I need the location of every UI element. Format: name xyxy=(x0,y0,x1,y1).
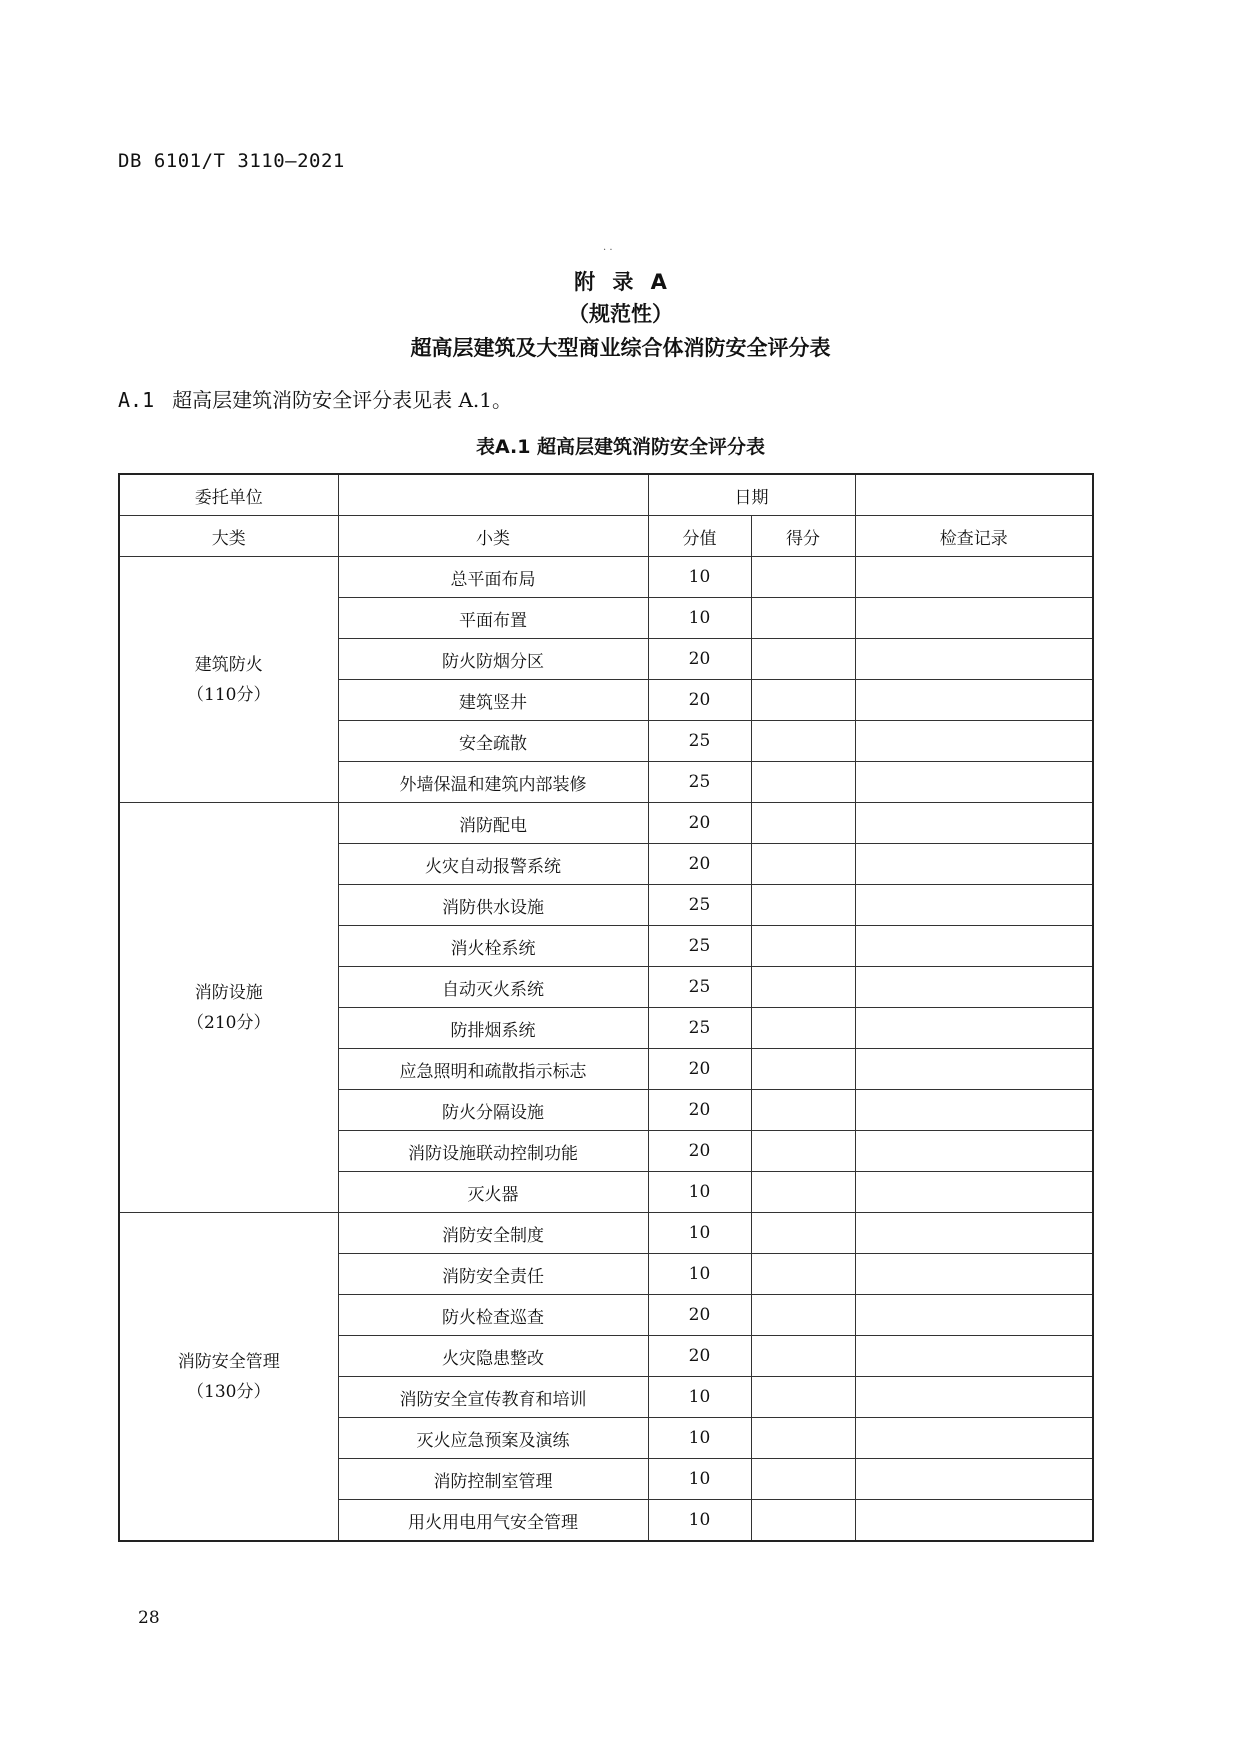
item-record[interactable] xyxy=(855,1336,1093,1377)
item-obtained[interactable] xyxy=(751,1213,855,1254)
item-record[interactable] xyxy=(855,1254,1093,1295)
item-obtained[interactable] xyxy=(751,1295,855,1336)
standard-code: DB 6101/T 3110—2021 xyxy=(118,150,345,172)
item-record[interactable] xyxy=(855,1213,1093,1254)
item-record[interactable] xyxy=(855,1418,1093,1459)
item-record[interactable] xyxy=(855,1172,1093,1213)
item-score: 20 xyxy=(648,1295,751,1336)
clause-text: 超高层建筑消防安全评分表见表 A.1。 xyxy=(172,388,513,412)
item-record[interactable] xyxy=(855,1049,1093,1090)
item-obtained[interactable] xyxy=(751,1254,855,1295)
item-name: 消防控制室管理 xyxy=(338,1459,648,1500)
item-score: 25 xyxy=(648,885,751,926)
item-obtained[interactable] xyxy=(751,1090,855,1131)
item-score: 20 xyxy=(648,1090,751,1131)
item-name: 应急照明和疏散指示标志 xyxy=(338,1049,648,1090)
item-score: 20 xyxy=(648,639,751,680)
item-obtained[interactable] xyxy=(751,557,855,598)
item-record[interactable] xyxy=(855,967,1093,1008)
category-name: 消防设施 xyxy=(194,982,263,1003)
item-obtained[interactable] xyxy=(751,1500,855,1542)
table-row xyxy=(119,1213,1093,1254)
item-score: 20 xyxy=(648,1336,751,1377)
item-score: 10 xyxy=(648,557,751,598)
item-record[interactable] xyxy=(855,1459,1093,1500)
item-score: 10 xyxy=(648,1500,751,1542)
item-record[interactable] xyxy=(855,680,1093,721)
client-row xyxy=(119,474,1093,516)
category-total: （210分） xyxy=(187,1012,271,1033)
item-score: 10 xyxy=(648,1459,751,1500)
category-name: 消防安全管理 xyxy=(177,1351,280,1372)
item-score: 20 xyxy=(648,1131,751,1172)
item-record[interactable] xyxy=(855,926,1093,967)
header-score: 分值 xyxy=(648,516,751,557)
item-record[interactable] xyxy=(855,762,1093,803)
item-record[interactable] xyxy=(855,1008,1093,1049)
item-record[interactable] xyxy=(855,1131,1093,1172)
category-cell xyxy=(119,1213,338,1542)
item-name: 消防配电 xyxy=(338,803,648,844)
item-record[interactable] xyxy=(855,557,1093,598)
table-row xyxy=(119,803,1093,844)
item-obtained[interactable] xyxy=(751,1459,855,1500)
item-name: 火灾自动报警系统 xyxy=(338,844,648,885)
item-record[interactable] xyxy=(855,721,1093,762)
item-name: 防火检查巡查 xyxy=(338,1295,648,1336)
item-score: 25 xyxy=(648,762,751,803)
item-obtained[interactable] xyxy=(751,1418,855,1459)
date-value[interactable] xyxy=(855,474,1093,516)
item-obtained[interactable] xyxy=(751,967,855,1008)
item-score: 10 xyxy=(648,1377,751,1418)
item-obtained[interactable] xyxy=(751,762,855,803)
category-name: 建筑防火 xyxy=(194,654,263,675)
client-label: 委托单位 xyxy=(119,474,338,516)
category-total: （130分） xyxy=(187,1381,271,1402)
item-obtained[interactable] xyxy=(751,1336,855,1377)
item-record[interactable] xyxy=(855,639,1093,680)
header-major: 大类 xyxy=(119,516,338,557)
item-record[interactable] xyxy=(855,598,1093,639)
clause-a1 xyxy=(118,384,512,413)
item-name: 灭火应急预案及演练 xyxy=(338,1418,648,1459)
item-score: 25 xyxy=(648,1008,751,1049)
table-caption: 表A.1 超高层建筑消防安全评分表 xyxy=(475,436,766,458)
item-obtained[interactable] xyxy=(751,926,855,967)
item-obtained[interactable] xyxy=(751,598,855,639)
item-name: 防火分隔设施 xyxy=(338,1090,648,1131)
item-obtained[interactable] xyxy=(751,639,855,680)
item-score: 25 xyxy=(648,967,751,1008)
item-score: 10 xyxy=(648,1418,751,1459)
item-obtained[interactable] xyxy=(751,721,855,762)
item-name: 安全疏散 xyxy=(338,721,648,762)
item-score: 20 xyxy=(648,844,751,885)
score-table-body xyxy=(119,474,1093,1541)
table-row xyxy=(119,557,1093,598)
item-score: 25 xyxy=(648,721,751,762)
item-name: 消防安全宣传教育和培训 xyxy=(338,1377,648,1418)
header-row xyxy=(119,516,1093,557)
score-table xyxy=(118,473,1094,1542)
client-value[interactable] xyxy=(338,474,648,516)
item-name: 消防安全制度 xyxy=(338,1213,648,1254)
item-score: 10 xyxy=(648,1254,751,1295)
item-obtained[interactable] xyxy=(751,1172,855,1213)
item-score: 10 xyxy=(648,1172,751,1213)
item-obtained[interactable] xyxy=(751,844,855,885)
item-score: 20 xyxy=(648,680,751,721)
item-score: 20 xyxy=(648,1049,751,1090)
header-obtained: 得分 xyxy=(751,516,855,557)
item-name: 自动灭火系统 xyxy=(338,967,648,1008)
item-name: 消防设施联动控制功能 xyxy=(338,1131,648,1172)
item-record[interactable] xyxy=(855,803,1093,844)
appendix-title: 附 录 A xyxy=(574,270,667,294)
clause-number: A.1 xyxy=(118,388,155,412)
date-label: 日期 xyxy=(648,474,855,516)
item-record[interactable] xyxy=(855,1500,1093,1542)
category-cell xyxy=(119,803,338,1213)
item-obtained[interactable] xyxy=(751,1131,855,1172)
item-obtained[interactable] xyxy=(751,680,855,721)
item-name: 总平面布局 xyxy=(338,557,648,598)
item-name: 平面布置 xyxy=(338,598,648,639)
item-record[interactable] xyxy=(855,1295,1093,1336)
item-record[interactable] xyxy=(855,1090,1093,1131)
item-name: 消防供水设施 xyxy=(338,885,648,926)
page-number: 28 xyxy=(138,1608,160,1628)
item-obtained[interactable] xyxy=(751,1049,855,1090)
item-obtained[interactable] xyxy=(751,803,855,844)
appendix-subtitle: 超高层建筑及大型商业综合体消防安全评分表 xyxy=(410,336,831,360)
item-name: 防火防烟分区 xyxy=(338,639,648,680)
header-record: 检查记录 xyxy=(855,516,1093,557)
item-obtained[interactable] xyxy=(751,885,855,926)
item-score: 25 xyxy=(648,926,751,967)
item-record[interactable] xyxy=(855,1377,1093,1418)
appendix-nature: （规范性） xyxy=(568,302,673,326)
item-name: 用火用电用气安全管理 xyxy=(338,1500,648,1542)
item-score: 10 xyxy=(648,598,751,639)
item-name: 外墙保温和建筑内部装修 xyxy=(338,762,648,803)
header-minor: 小类 xyxy=(338,516,648,557)
category-cell xyxy=(119,557,338,803)
item-name: 灭火器 xyxy=(338,1172,648,1213)
decorative-dots: . . xyxy=(603,242,613,253)
item-score: 10 xyxy=(648,1213,751,1254)
item-record[interactable] xyxy=(855,844,1093,885)
category-total: （110分） xyxy=(187,684,271,705)
item-obtained[interactable] xyxy=(751,1377,855,1418)
item-name: 建筑竖井 xyxy=(338,680,648,721)
item-name: 火灾隐患整改 xyxy=(338,1336,648,1377)
item-name: 消防安全责任 xyxy=(338,1254,648,1295)
item-obtained[interactable] xyxy=(751,1008,855,1049)
item-name: 消火栓系统 xyxy=(338,926,648,967)
item-record[interactable] xyxy=(855,885,1093,926)
item-score: 20 xyxy=(648,803,751,844)
item-name: 防排烟系统 xyxy=(338,1008,648,1049)
